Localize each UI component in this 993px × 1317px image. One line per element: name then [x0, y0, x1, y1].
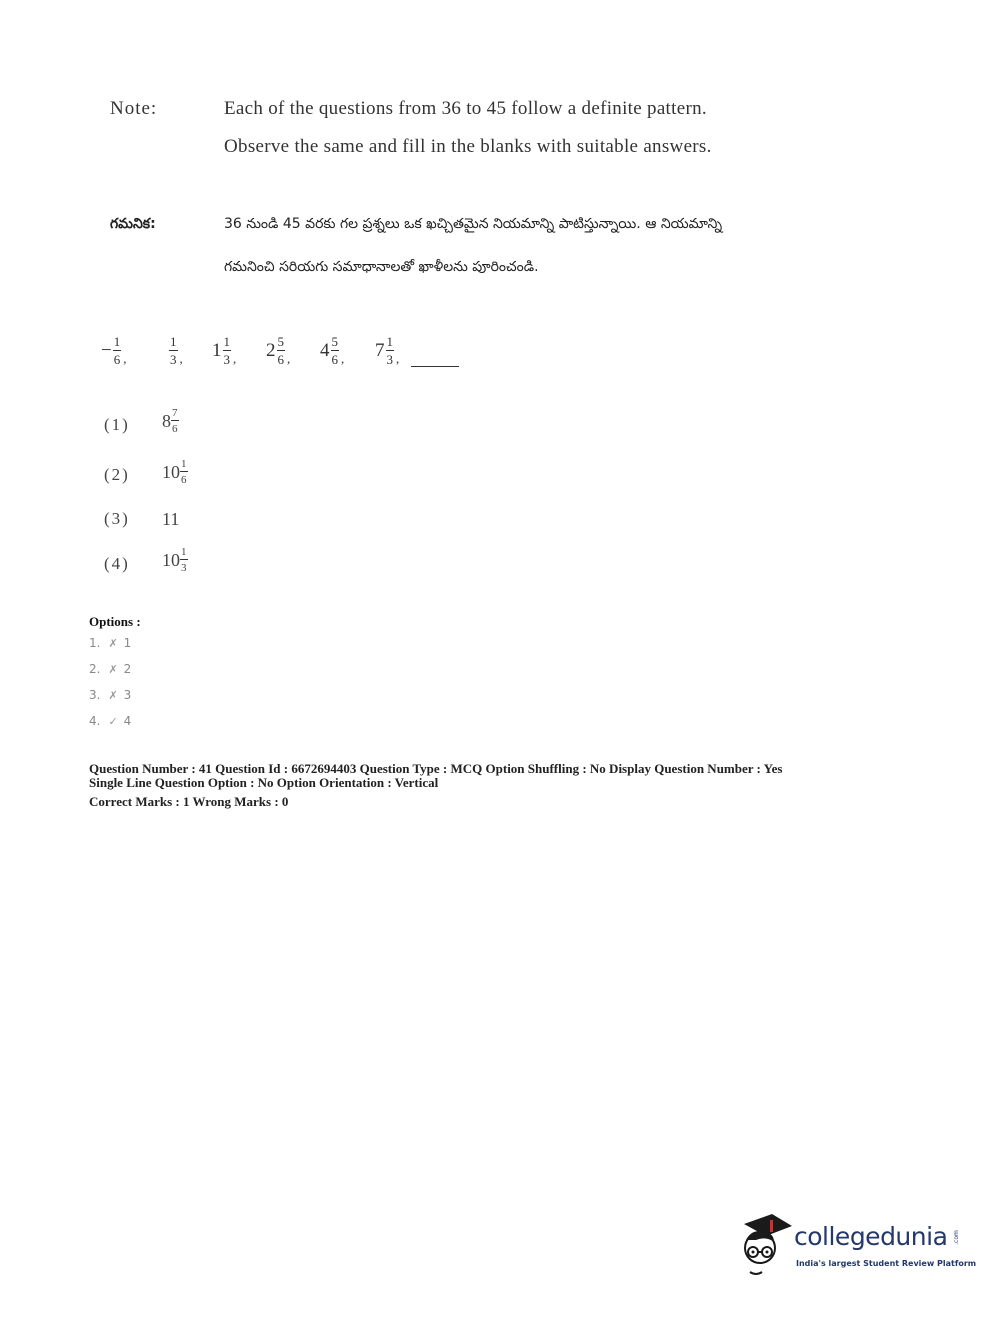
- logo-wordmark: collegedunia: [794, 1222, 948, 1251]
- sequence-whole: 1: [212, 340, 222, 361]
- sequence-term: $\frac{1}{3}$ ,: [170, 334, 183, 367]
- note-line-1: Each of the questions from 36 to 45 follow a definite pattern.: [224, 98, 707, 119]
- cross-icon: ✗: [108, 688, 118, 702]
- choice-value: 8 $\frac{7}{6}$: [162, 407, 178, 435]
- check-icon: ✓: [108, 714, 118, 728]
- student-mascot-icon: [736, 1210, 794, 1280]
- telugu-note-line-2: గమనించి సరియగు సమాధానాలతో ఖాళీలను పూరించండి.: [224, 259, 539, 275]
- sequence-whole: 4: [320, 340, 330, 361]
- logo-suffix: .com: [952, 1230, 960, 1245]
- sequence-fraction: $\frac{1}{6}$: [113, 334, 121, 367]
- choice-value: 10 $\frac{1}{3}$: [162, 546, 187, 574]
- choice-label: (2): [104, 465, 130, 484]
- option-row: 3. ✗ 3: [89, 688, 132, 702]
- sequence-term: 2 $\frac{5}{6}$ ,: [266, 334, 291, 367]
- sequence-fraction: $\frac{1}{3}$: [223, 334, 230, 367]
- choice-fraction: $\frac{7}{6}$: [172, 407, 178, 435]
- sequence-term: 1 $\frac{1}{3}$ ,: [212, 334, 237, 367]
- sequence-term: 4 $\frac{5}{6}$ ,: [320, 334, 345, 367]
- telugu-note-line-1: 36 నుండి 45 వరకు గల ప్రశ్నలు ఒక ఖచ్చితమైన నియమాన్ని పాటిస్తున్నాయి. ఆ నియమాన్ని: [224, 216, 723, 232]
- cross-icon: ✗: [108, 636, 118, 650]
- question-meta-line-3: Correct Marks : 1 Wrong Marks : 0: [89, 794, 289, 809]
- sequence-fraction: $\frac{1}{3}$: [170, 334, 177, 367]
- telugu-note-label: గమనిక:: [110, 216, 156, 232]
- choice-fraction: $\frac{1}{6}$: [181, 458, 187, 486]
- sequence-fraction: $\frac{5}{6}$: [331, 334, 338, 367]
- answer-blank: [411, 366, 459, 367]
- option-row: 1. ✗ 1: [89, 636, 132, 650]
- cross-icon: ✗: [108, 662, 118, 676]
- sequence-whole: 7: [375, 340, 385, 361]
- sequence-term: − $\frac{1}{6}$ ,: [101, 334, 127, 367]
- choice-value: 10 $\frac{1}{6}$: [162, 458, 187, 486]
- choice-label: (1): [104, 415, 130, 434]
- question-meta-line-1: Question Number : 41 Question Id : 6672694403 Question Type : MCQ Option Shuffling : No Display Question Number : Yes: [89, 761, 783, 776]
- choice-label: (4): [104, 554, 130, 573]
- question-meta-line-2: Single Line Question Option : No Option Orientation : Vertical: [89, 775, 439, 790]
- option-row: 4. ✓ 4: [89, 714, 132, 728]
- collegedunia-logo: [736, 1210, 977, 1280]
- sequence-whole: −: [101, 340, 112, 361]
- logo-tagline: India's largest Student Review Platform: [796, 1259, 977, 1268]
- note-line-2: Observe the same and fill in the blanks with suitable answers.: [224, 136, 712, 157]
- note-label: Note:: [110, 98, 158, 119]
- option-row: 2. ✗ 2: [89, 662, 132, 676]
- choice-fraction: $\frac{1}{3}$: [181, 546, 187, 574]
- sequence-term: 7 $\frac{1}{3}$ ,: [375, 334, 400, 367]
- sequence-whole: 2: [266, 340, 276, 361]
- choice-value: 11: [162, 509, 180, 529]
- choice-label: (3): [104, 509, 130, 528]
- sequence-fraction: $\frac{5}{6}$: [277, 334, 284, 367]
- sequence-fraction: $\frac{1}{3}$: [386, 334, 393, 367]
- options-title: Options :: [89, 614, 141, 629]
